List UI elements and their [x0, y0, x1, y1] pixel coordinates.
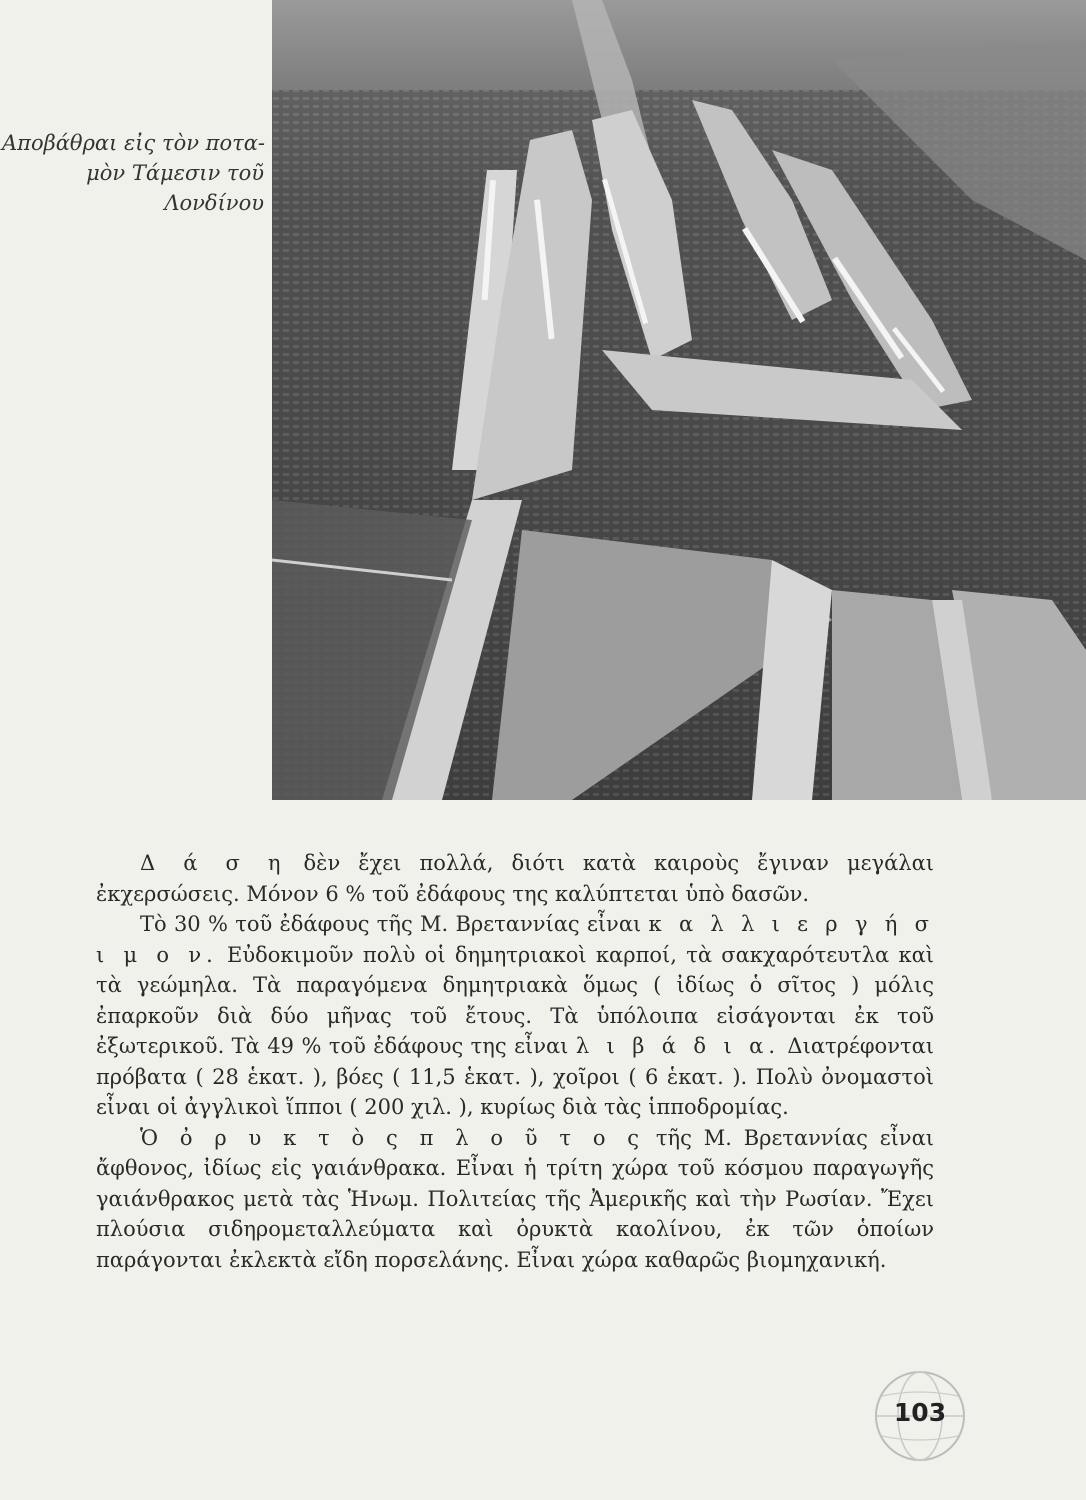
paragraph-forests-text: δὲν ἔχει πολλά, διότι κατὰ καιροὺς ἔγιναν μεγάλαι ἐκχερσώσεις. Μόνον 6 % τοῦ ἐδάφους της καλύπτεται ὑπὸ δασῶν. [96, 851, 934, 906]
body-text [96, 848, 934, 1275]
paragraph-agriculture-pre: Τὸ 30 % τοῦ ἐδάφους τῆς Μ. Βρεταννίας εἶναι [140, 912, 649, 936]
paragraph-minerals [96, 1123, 934, 1276]
paragraph-agriculture [96, 909, 934, 1123]
page-number-badge [872, 1368, 968, 1464]
aerial-docks-illustration [272, 0, 1086, 800]
term-arable: κ α λ λ ι ε ρ γ ή σ ι μ ο ν. [96, 912, 934, 967]
paragraph-minerals-text: τῆς Μ. Βρεταννίας εἶναι ἄφθονος, ἰδίως εἰς γαιάνθρακα. Εἶναι ἡ τρίτη χώρα τοῦ κόσμου παραγωγῆς γαιάνθρακος μετὰ τὰς Ἡνωμ. Πολιτείας τῆς Ἀμερικῆς καὶ τὴν Ρωσίαν. Ἔχει πλούσια σιδηρομεταλλεύματα καὶ ὀρυκτὰ καολίνου, ἐκ τῶν ὁποίων παράγονται ἐκλεκτὰ εἴδη πορσελάνης. Εἶναι χώρα καθαρῶς βιομηχανική. [96, 1125, 934, 1272]
caption-line-2: μὸν Τάμεσιν τοῦ Λονδίνου [86, 161, 264, 215]
photo-caption [0, 128, 268, 218]
page-number: 103 [893, 1398, 947, 1427]
term-mineral-wealth: Ὁ ὀ ρ υ κ τ ὸ ς π λ ο ῦ τ ο ς [140, 1125, 645, 1150]
paragraph-forests [96, 848, 934, 909]
caption-line-1: Αποβάθραι εἰς τὸν ποτα- [2, 131, 265, 155]
paragraph-agriculture-post: Διατρέφονται πρόβατα ( 28 ἑκατ. ), βόες ( 11,5 ἑκατ. ), χοῖροι ( 6 ἑκατ. ). Πολὺ ὀνομαστοὶ εἶναι οἱ ἀγγλικοὶ ἵπποι ( 200 χιλ. ), κυρίως διὰ τὰς ἱπποδρομίας. [96, 1034, 934, 1119]
aerial-docks-photo [272, 0, 1086, 800]
term-meadows: λ ι β ά δ ι α. [575, 1034, 780, 1058]
paragraph-agriculture-mid: Εὐδοκιμοῦν πολὺ οἱ δημητριακοὶ καρποί, τὰ σακχαρότευτλα καὶ τὰ γεώμηλα. Τὰ παραγόμενα δημητριακὰ ὅμως ( ἰδίως ὁ σῖτος ) μόλις ἐπαρκοῦν διὰ δύο μῆνας τοῦ ἔτους. Τὰ ὑπόλοιπα εἰσάγονται ἐκ τοῦ ἐξωτερικοῦ. Τὰ 49 % τοῦ ἐδάφους της εἶναι [96, 942, 934, 1058]
term-forests: Δ ά σ η [140, 851, 286, 875]
